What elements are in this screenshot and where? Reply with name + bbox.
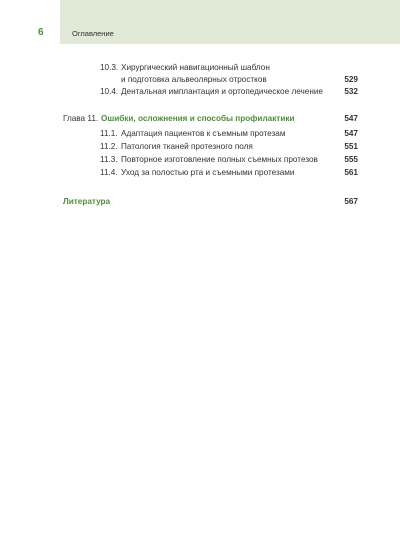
- toc-entry-page: 561: [344, 168, 358, 177]
- toc-entry-page: 567: [344, 197, 358, 206]
- toc-entry-page: 547: [344, 129, 358, 138]
- toc-entry-title: Патология тканей протезного поля: [121, 142, 253, 151]
- toc-entry-page: 555: [344, 155, 358, 164]
- running-title: Оглавление: [72, 29, 114, 38]
- toc-entry-title: Повторное изготовление полных съемных протезов: [121, 155, 318, 164]
- toc-entry-title-line1: Хирургический навигационный шаблон: [121, 63, 270, 72]
- toc-entry-page: 547: [344, 114, 358, 123]
- toc-entry-page: 551: [344, 142, 358, 151]
- toc-entry-number: 11.4.: [100, 168, 118, 177]
- toc-entry-page: 532: [344, 87, 358, 96]
- chapter-title: Ошибки, осложнения и способы профилактики: [101, 114, 295, 123]
- toc-entry-number: 11.2.: [100, 142, 118, 151]
- toc-entry-title-line2: и подготовка альвеолярных отростков: [121, 75, 267, 84]
- chapter-prefix: Глава 11.: [63, 114, 99, 123]
- toc-entry-title: Уход за полостью рта и съемными протезами: [121, 168, 295, 177]
- toc-entry-number: 11.1.: [100, 129, 118, 138]
- toc-entry-page: 529: [344, 75, 358, 84]
- toc-entry-title: Адаптация пациентов к съемным протезам: [121, 129, 286, 138]
- literature-title: Литература: [63, 197, 111, 206]
- header-page-number-area: [0, 0, 60, 44]
- toc-entry-title: Дентальная имплантация и ортопедическое лечение: [121, 87, 323, 96]
- toc-entry-number: 11.3.: [100, 155, 118, 164]
- page-number: 6: [38, 27, 44, 38]
- toc-entry-number: 10.4.: [100, 87, 119, 96]
- toc-entry-number: 10.3.: [100, 63, 119, 72]
